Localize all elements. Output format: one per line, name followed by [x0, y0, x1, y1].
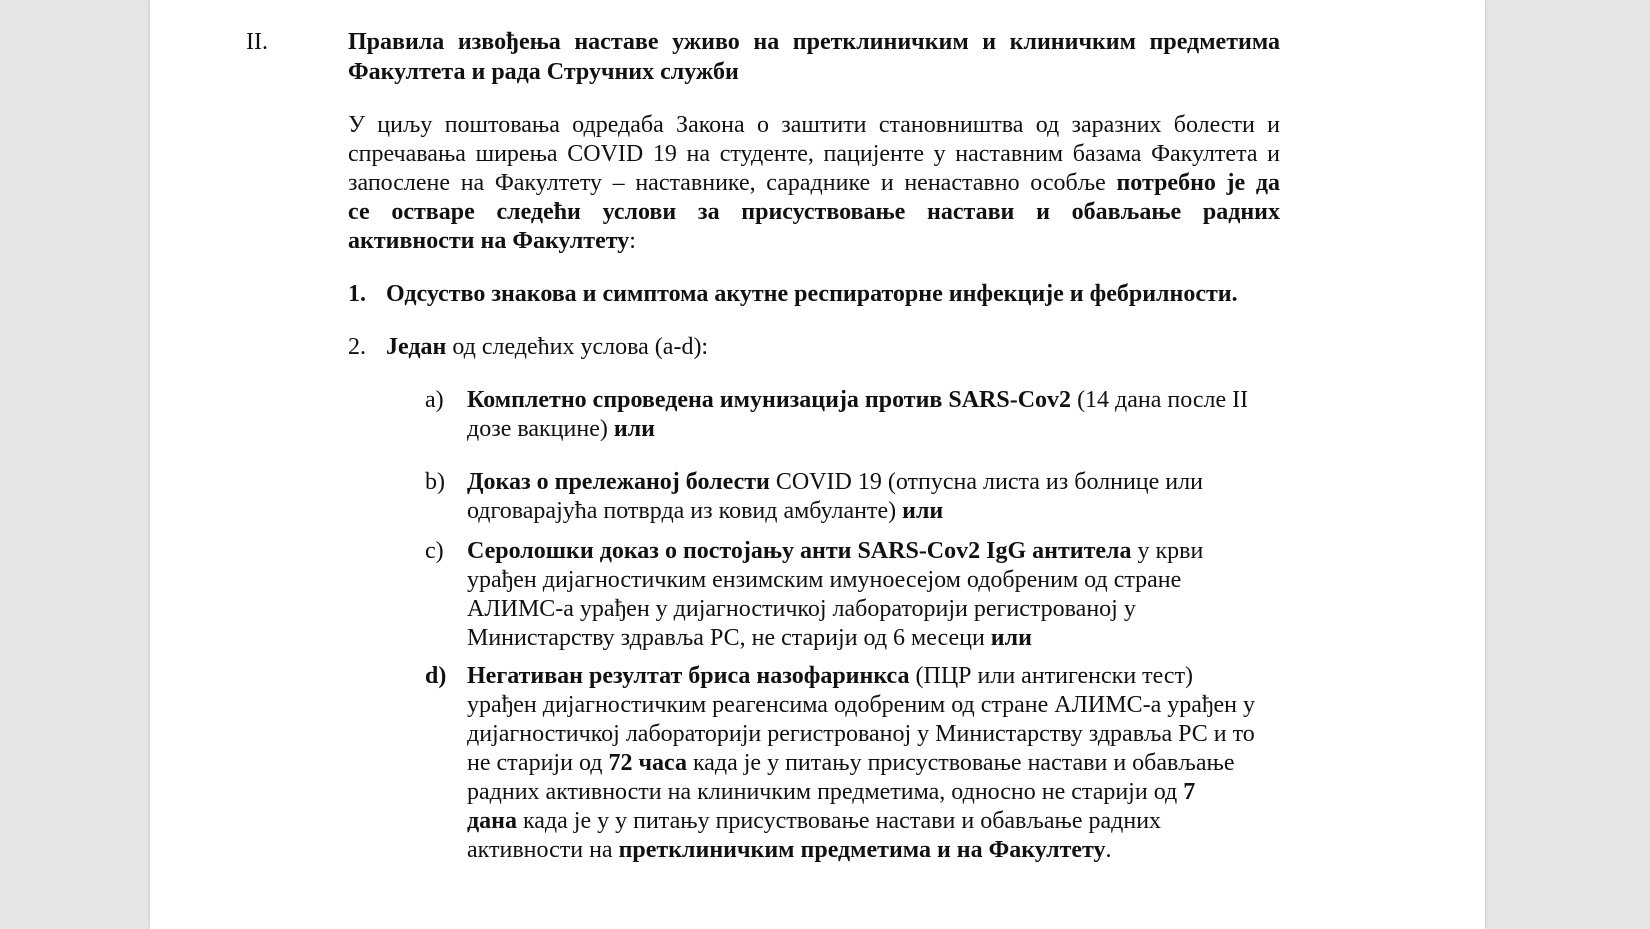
option-d-line-4	[467, 748, 1234, 779]
option-d-bold: Негативан резултат бриса назофаринкса	[467, 663, 910, 689]
intro-line-3-normal: запослене на Факултету – наставнике, сараднике и ненаставно особље	[348, 170, 1117, 196]
option-c-letter: c)	[425, 538, 444, 564]
option-c-or: или	[990, 625, 1032, 651]
intro-line-5	[348, 226, 636, 257]
option-a-letter: a)	[425, 387, 444, 413]
condition-2-text	[386, 332, 708, 363]
option-b-letter: b)	[425, 469, 445, 495]
option-b-normal: COVID 19 (отпусна листа из болнице или	[769, 469, 1203, 495]
option-d-days: дана	[467, 808, 517, 834]
option-d-line-4-b: када је у питању присуствовање настави и обављање	[686, 750, 1235, 776]
condition-1-number: 1.	[348, 281, 366, 307]
option-a-line-2-normal: дозе вакцине)	[467, 416, 614, 442]
option-b-line-1	[467, 467, 1203, 498]
intro-line-1: У циљу поштовања одредаба Закона о заштити становништва од заразних болести и	[348, 112, 1280, 138]
option-b-line-2	[467, 496, 943, 527]
section-title-line-1: Правила извођења наставе уживо на претклиничким и клиничким предметима	[348, 29, 1280, 55]
option-d-line-7-b: .	[1105, 837, 1112, 863]
condition-2-normal: од следећих услова (a-d):	[446, 334, 709, 360]
intro-line-3	[348, 168, 1280, 199]
option-a-or: или	[613, 416, 655, 442]
option-d-letter: d)	[425, 663, 447, 689]
option-c-line-4	[467, 623, 1032, 654]
document-page	[150, 0, 1485, 929]
intro-line-5-tail: :	[629, 228, 636, 254]
intro-line-2: спречавања ширења COVID 19 на студенте, пацијенте у наставним базама Факултета и	[348, 141, 1280, 167]
condition-1-text: Одсуство знакова и симптома акутне респираторне инфекције и фебрилности.	[386, 281, 1238, 307]
option-a-bold: Комплетно спроведена имунизација против SARS-Cov2	[467, 387, 1072, 413]
intro-line-5-bold: активности на Факултету	[348, 228, 630, 254]
intro-line-4: се остваре следећи услови за присуствовање настави и обављање радних	[348, 199, 1280, 225]
option-d-7: 7	[1183, 779, 1196, 805]
option-c-normal: у крви	[1131, 538, 1204, 564]
option-d-line-1	[467, 661, 1193, 692]
option-b-bold: Доказ о прележаној болести	[467, 469, 770, 495]
condition-2-bold: Један	[386, 334, 447, 360]
option-c-bold: Серолошки доказ о постојању анти SARS-Cov2 IgG антитела	[467, 538, 1132, 564]
option-d-line-7-a: активности на	[467, 837, 619, 863]
option-d-line-5-a: радних активности на клиничким предметима, односно не старији од	[467, 779, 1184, 805]
section-title-line-2: Факултета и рада Стручних служби	[348, 59, 739, 85]
option-b-line-2-normal: одговарајућа потврда из ковид амбуланте)	[467, 498, 903, 524]
option-d-line-6-b: када је у у питању присуствовање настави и обављање радних	[516, 808, 1162, 834]
option-d-72-hours: 72 часа	[608, 750, 687, 776]
option-d-line-7	[467, 835, 1112, 866]
option-c-line-2: урађен дијагностичким ензимским имуноесејом одобреним од стране	[467, 567, 1182, 593]
option-c-line-4-normal: Министарству здравља РС, не старији од 6 месеци	[467, 625, 991, 651]
option-a-line-1	[467, 385, 1248, 416]
option-d-normal: (ПЦР или антигенски тест)	[909, 663, 1194, 689]
condition-2-number: 2.	[348, 334, 366, 360]
option-d-line-3: дијагностичкој лабораторији регистрованој у Министарству здравља РС и то	[467, 721, 1255, 747]
option-d-line-4-a: не старији од	[467, 750, 609, 776]
intro-line-3-bold: потребно је да	[1116, 170, 1280, 196]
option-d-preclinical: претклиничким предметима и на Факултету	[618, 837, 1106, 863]
option-c-line-3: АЛИМС-а урађен у дијагностичкој лабораторији регистрованој у	[467, 596, 1136, 622]
option-b-or: или	[902, 498, 944, 524]
option-d-line-6	[467, 806, 1161, 837]
option-c-line-1	[467, 536, 1203, 567]
option-d-line-5	[467, 777, 1195, 808]
section-numeral: II.	[246, 29, 268, 55]
option-a-normal: (14 дана после II	[1071, 387, 1249, 413]
option-a-line-2	[467, 414, 655, 445]
option-d-line-2: урађен дијагностичким реагенсима одобреним од стране АЛИМС-а урађен у	[467, 692, 1255, 718]
